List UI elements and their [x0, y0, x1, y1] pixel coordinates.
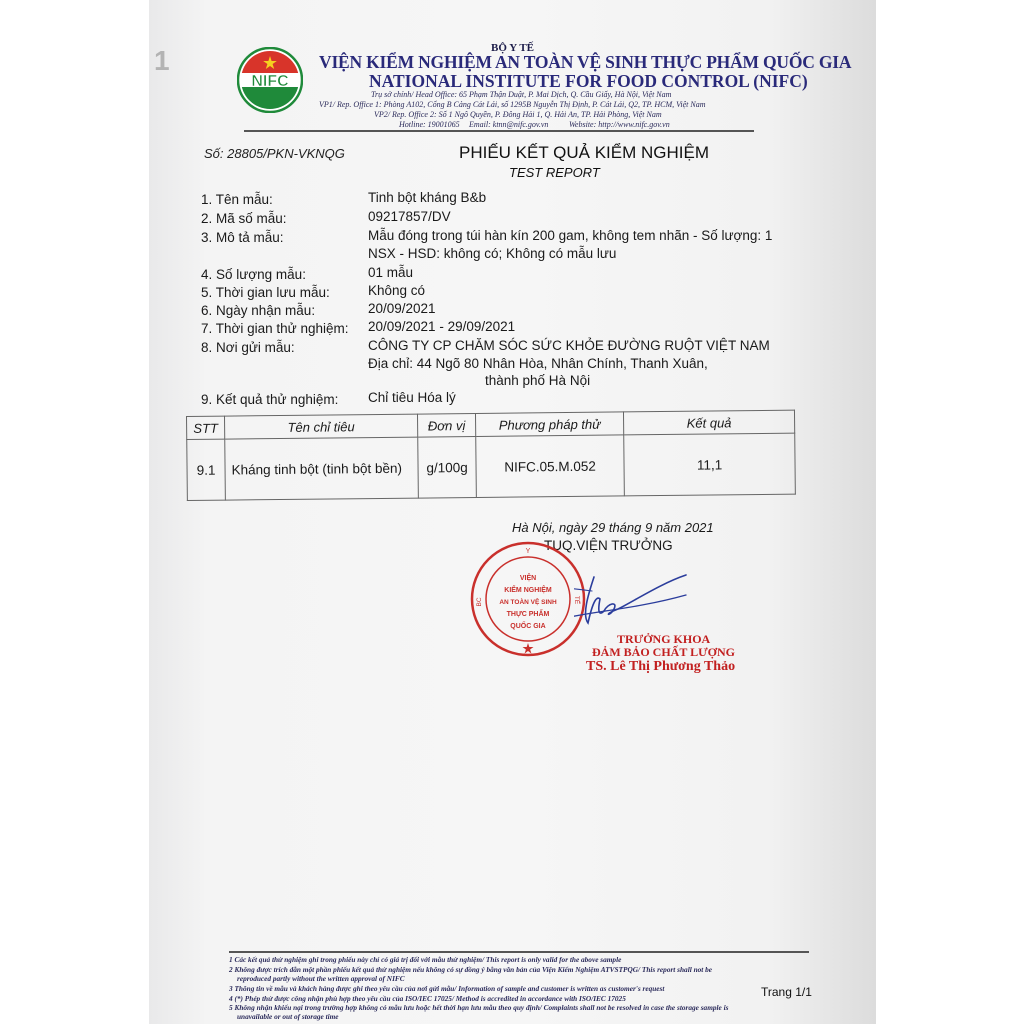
- nifc-logo-icon: [237, 47, 303, 113]
- stamp-ring-right: TẾ: [573, 595, 580, 605]
- institute-name-vn: VIỆN KIỂM NGHIỆM AN TOÀN VỆ SINH THỰC PHẨM QUỐC GIA: [319, 52, 852, 72]
- stamp-line-5: QUỐC GIA: [510, 623, 546, 630]
- info-label-quantity: 4. Số lượng mẫu:: [201, 267, 306, 282]
- info-value-sender-city: thành phố Hà Nội: [485, 373, 591, 388]
- rep-office-1-address: VP1/ Rep. Office 1: Phòng A102, Cổng B Cảng Cát Lái, số 1295B Nguyễn Thị Định, P. Cát Lái, Q2, TP. HCM, Việt Nam: [319, 100, 706, 109]
- header-divider: [244, 130, 754, 132]
- on-behalf-of-director: TUQ.VIỆN TRƯỞNG: [544, 538, 673, 553]
- stamp-line-2: KIỂM NGHIỆM: [504, 587, 552, 594]
- footer-note-2-cont: reproduced partly without the written approval of NIFC: [237, 974, 405, 983]
- stamp-seal-icon: [469, 540, 587, 658]
- document-subtitle: TEST REPORT: [509, 165, 600, 180]
- rep-office-2-address: VP2/ Rep. Office 2: Số 1 Ngô Quyền, P. Đông Hải 1, Q. Hải An, TP. Hải Phòng, Việt Nam: [374, 110, 662, 119]
- official-stamp: [469, 540, 587, 658]
- website: Website: http://www.nifc.gov.vn: [569, 120, 670, 129]
- col-header-indicator: Tên chỉ tiêu: [225, 414, 418, 439]
- cell-stt: 9.1: [187, 439, 226, 500]
- col-header-result: Kết quả: [623, 410, 794, 435]
- info-value-test-period: 20/09/2021 - 29/09/2021: [368, 319, 516, 334]
- col-header-method: Phương pháp thử: [475, 412, 623, 437]
- info-label-sample-code: 2. Mã số mẫu:: [201, 211, 287, 226]
- signer-role-1: TRƯỞNG KHOA: [617, 632, 711, 646]
- info-label-test-period: 7. Thời gian thử nghiệm:: [201, 321, 349, 336]
- cell-unit: g/100g: [418, 436, 477, 498]
- page-index-watermark: 1: [154, 45, 170, 76]
- logo-text: NIFC: [251, 73, 289, 90]
- cell-indicator: Kháng tinh bột (tinh bột bền): [225, 437, 419, 500]
- hotline: Hotline: 19001065: [399, 120, 460, 129]
- footer-note-2: 2 Không được trích dẫn một phần phiếu kết quả thử nghiệm nếu không có sự đồng ý bằng văn bản của Viện Kiểm Nghiệm ATVSTPQG/ This report shall not be: [229, 965, 713, 974]
- info-label-received-date: 6. Ngày nhận mẫu:: [201, 303, 316, 318]
- stamp-ring-top: Y: [525, 548, 531, 555]
- info-value-description: Mẫu đóng trong túi hàn kín 200 gam, không tem nhãn - Số lượng: 1: [368, 228, 773, 243]
- stamp-star-icon: [523, 643, 534, 654]
- cell-result: 11,1: [624, 433, 796, 496]
- stamp-line-1: VIỆN: [519, 575, 537, 582]
- footer-note-3: 3 Thông tin về mẫu và khách hàng được ghi theo yêu cầu của nơi gửi mẫu/ Information of sample and customer is written as customer's request: [229, 984, 665, 993]
- ministry-name: BỘ Y TẾ: [491, 42, 534, 54]
- institute-name-en: NATIONAL INSTITUTE FOR FOOD CONTROL (NIFC): [369, 71, 808, 91]
- info-value-sender-address: Địa chỉ: 44 Ngõ 80 Nhân Hòa, Nhân Chính, Thanh Xuân,: [368, 356, 708, 371]
- stamp-ring-left: BC: [476, 597, 483, 607]
- info-label-sender: 8. Nơi gửi mẫu:: [201, 340, 295, 355]
- info-value-storage-time: Không có: [368, 283, 426, 298]
- signer-name: TS. Lê Thị Phương Thảo: [586, 659, 736, 674]
- footer-note-1: 1 Các kết quả thử nghiệm ghi trong phiếu này chỉ có giá trị đối với mẫu thử nghiệm/ This report is only valid for the above sample: [229, 955, 622, 964]
- info-label-test-result: 9. Kết quả thử nghiệm:: [201, 392, 339, 407]
- info-value-test-result: Chỉ tiêu Hóa lý: [368, 390, 456, 405]
- info-value-sample-code: 09217857/DV: [368, 209, 451, 224]
- info-label-storage-time: 5. Thời gian lưu mẫu:: [201, 285, 330, 300]
- nifc-logo: [237, 47, 303, 113]
- document-page: [149, 0, 876, 1024]
- head-office-address: Trụ sở chính/ Head Office: 65 Phạm Thận Duật, P. Mai Dịch, Q. Cầu Giấy, Hà Nội, Việt Nam: [371, 90, 672, 99]
- info-label-description: 3. Mô tả mẫu:: [201, 230, 284, 245]
- signer-role-2: ĐẢM BẢO CHẤT LƯỢNG: [592, 645, 736, 659]
- col-header-unit: Đơn vị: [417, 413, 475, 437]
- info-value-sender: CÔNG TY CP CHĂM SÓC SỨC KHỎE ĐƯỜNG RUỘT VIỆT NAM: [368, 338, 770, 353]
- results-table: [186, 410, 796, 501]
- info-value-received-date: 20/09/2021: [368, 301, 436, 316]
- footer-divider: [229, 951, 809, 953]
- footer-note-5-cont: unavailable or out of storage time: [237, 1012, 339, 1021]
- stamp-line-3: AN TOÀN VỆ SINH: [499, 599, 557, 606]
- issue-date-line: Hà Nội, ngày 29 tháng 9 năm 2021: [512, 520, 714, 535]
- email: Email: ktnn@nifc.gov.vn: [469, 120, 549, 129]
- cell-method: NIFC.05.M.052: [476, 435, 625, 498]
- info-value-description-line2: NSX - HSD: không có; Không có mẫu lưu: [368, 246, 617, 261]
- table-row: [187, 433, 796, 500]
- footer-note-4: 4 (*) Phép thử được công nhận phù hợp theo yêu cầu của ISO/IEC 17025/ Method is accredited in accordance with ISO/IEC 17025: [229, 994, 626, 1003]
- col-header-stt: STT: [187, 416, 225, 439]
- footer-note-5: 5 Không nhận khiếu nại trong trường hợp không có mẫu lưu hoặc hết thời hạn lưu mẫu theo quy định/ Complaints shall not be resolved in case the storage sample is: [229, 1003, 729, 1012]
- info-label-sample-name: 1. Tên mẫu:: [201, 192, 273, 207]
- info-value-quantity: 01 mẫu: [368, 265, 414, 280]
- document-number: Số: 28805/PKN-VKNQG: [204, 146, 345, 161]
- info-value-sample-name: Tinh bột kháng B&b: [368, 190, 487, 205]
- document-title: PHIẾU KẾT QUẢ KIỂM NGHIỆM: [459, 143, 710, 162]
- page-number: Trang 1/1: [761, 985, 812, 999]
- stamp-line-4: THỰC PHẨM: [506, 611, 550, 618]
